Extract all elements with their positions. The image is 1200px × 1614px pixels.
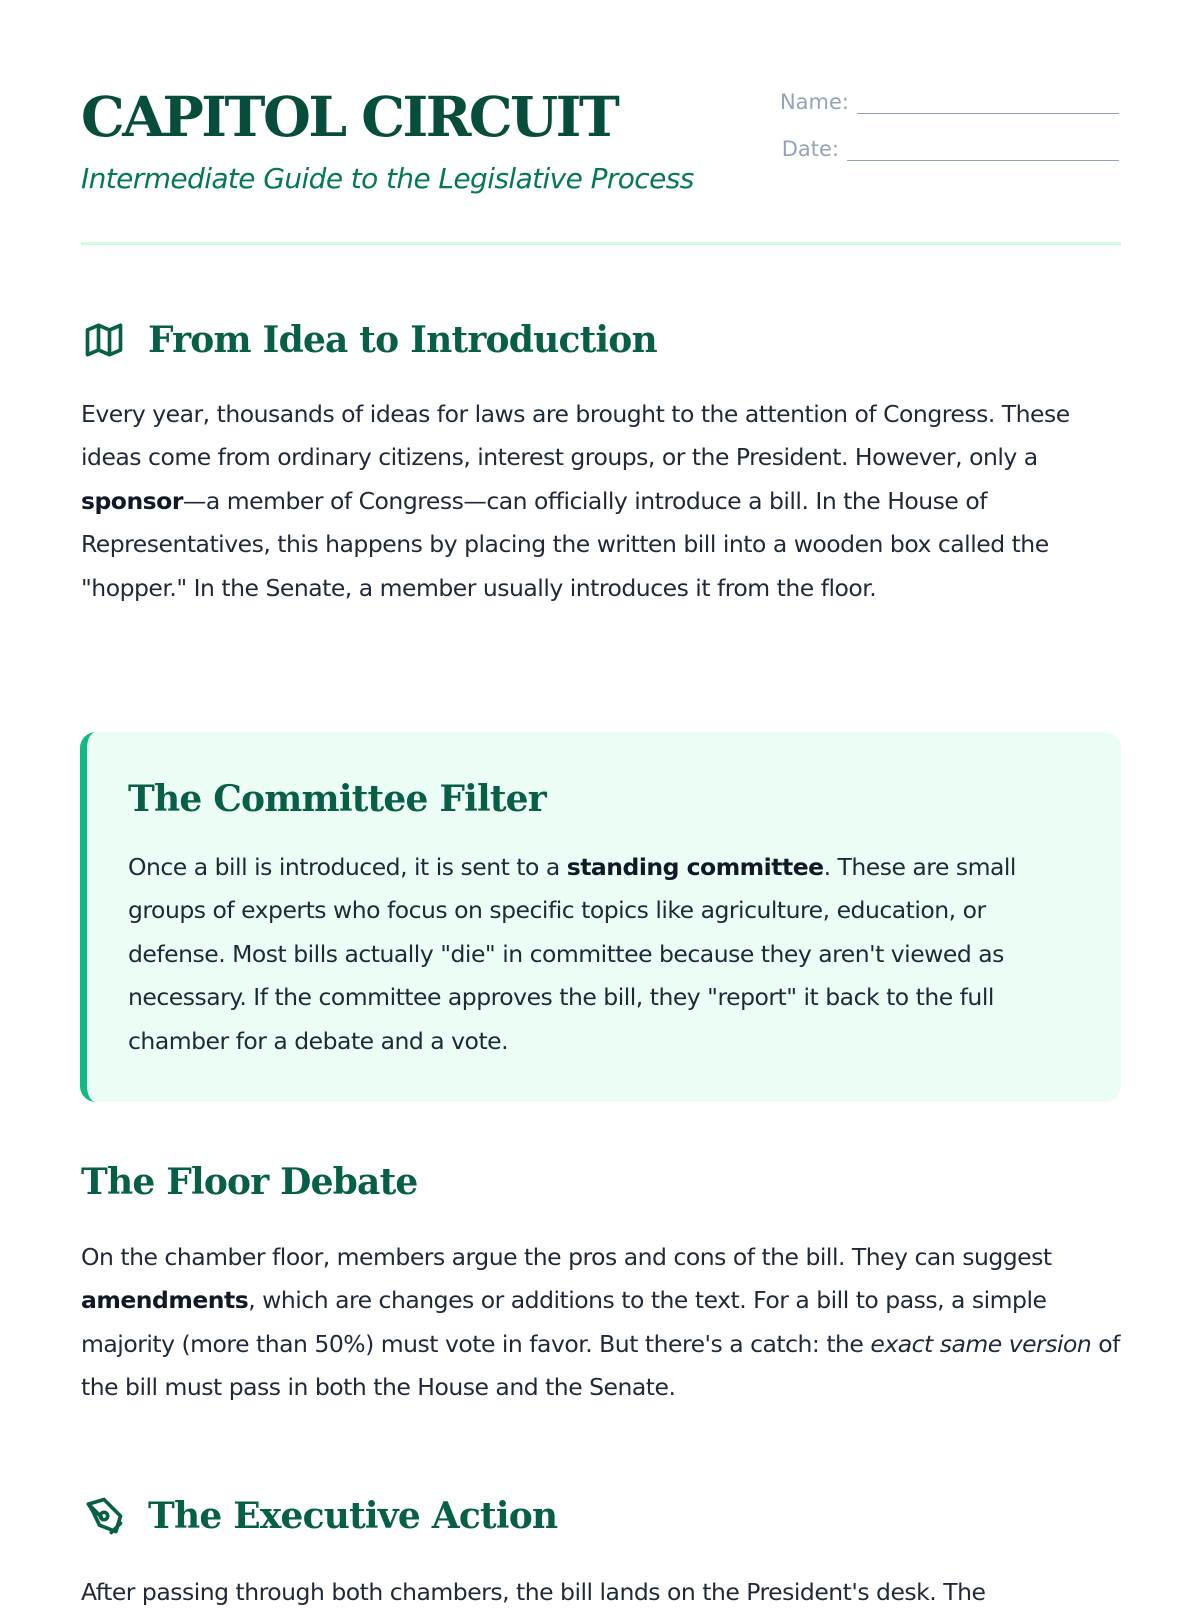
body-text: . These are small groups of experts who focus on specific topics like agriculture, education, or defense. Most bills actually "die" in committee because they aren't viewed as necessary. If the committee approves the bill, they "report" it back to the full chamber for a debate and a vote.: [128, 853, 1016, 1055]
name-blank-line[interactable]: [857, 95, 1119, 114]
section-heading-committee: [128, 778, 546, 820]
section-body-floor-debate: [81, 1236, 1131, 1410]
page-subtitle: Intermediate Guide to the Legislative Process: [81, 162, 694, 195]
term-sponsor: sponsor: [81, 486, 183, 515]
section-heading-executive-action: [82, 1494, 557, 1538]
section-body-committee: [128, 846, 1088, 1063]
body-text: Every year, thousands of ideas for laws are brought to the attention of Congress. These ideas come from ordinary citizens, interest groups, or the President. However, only a: [81, 400, 1070, 472]
date-field[interactable]: [769, 129, 1119, 161]
emphasis-exact-same-version: exact same version: [870, 1329, 1092, 1358]
section-body-executive-action: [81, 1571, 1131, 1614]
name-label: Name:: [779, 90, 849, 114]
section-heading-introduction: [82, 318, 657, 362]
name-field[interactable]: [769, 82, 1119, 114]
section-title-text: From Idea to Introduction: [148, 319, 657, 361]
body-text: On the chamber floor, members argue the pros and cons of the bill. They can suggest: [81, 1243, 1052, 1271]
body-text: Once a bill is introduced, it is sent to a: [128, 853, 567, 881]
section-title-text: The Floor Debate: [81, 1161, 418, 1203]
body-text: of the bill must pass in both the House and the Senate.: [81, 1329, 1120, 1402]
section-heading-floor-debate: [81, 1161, 418, 1203]
body-text: —a member of Congress—can officially introduce a bill. In the House of Representatives, this happens by placing the written bill into a wooden box called the "hopper." In the Senate, a member usually introduces it from the floor.: [81, 486, 1049, 602]
student-info: [769, 82, 1119, 176]
section-title-text: The Executive Action: [148, 1495, 558, 1537]
pen-nib-icon: [82, 1494, 126, 1538]
page-title: CAPITOL CIRCUIT: [81, 84, 618, 149]
header-divider: [81, 242, 1121, 245]
term-standing-committee: standing committee: [566, 853, 824, 881]
body-text: , which are changes or additions to the text. For a bill to pass, a simple majority (more than 50%) must vote in favor. But there's a catch: the: [81, 1286, 1047, 1358]
body-text: After passing through both chambers, the bill lands on the President's desk. The: [81, 1578, 986, 1606]
header: [81, 82, 1119, 242]
date-label: Date:: [781, 137, 839, 161]
section-body-introduction: [81, 393, 1131, 610]
map-icon: [82, 318, 126, 362]
section-title-text: The Committee Filter: [128, 778, 546, 820]
term-amendments: amendments: [81, 1286, 249, 1315]
date-blank-line[interactable]: [847, 142, 1119, 161]
